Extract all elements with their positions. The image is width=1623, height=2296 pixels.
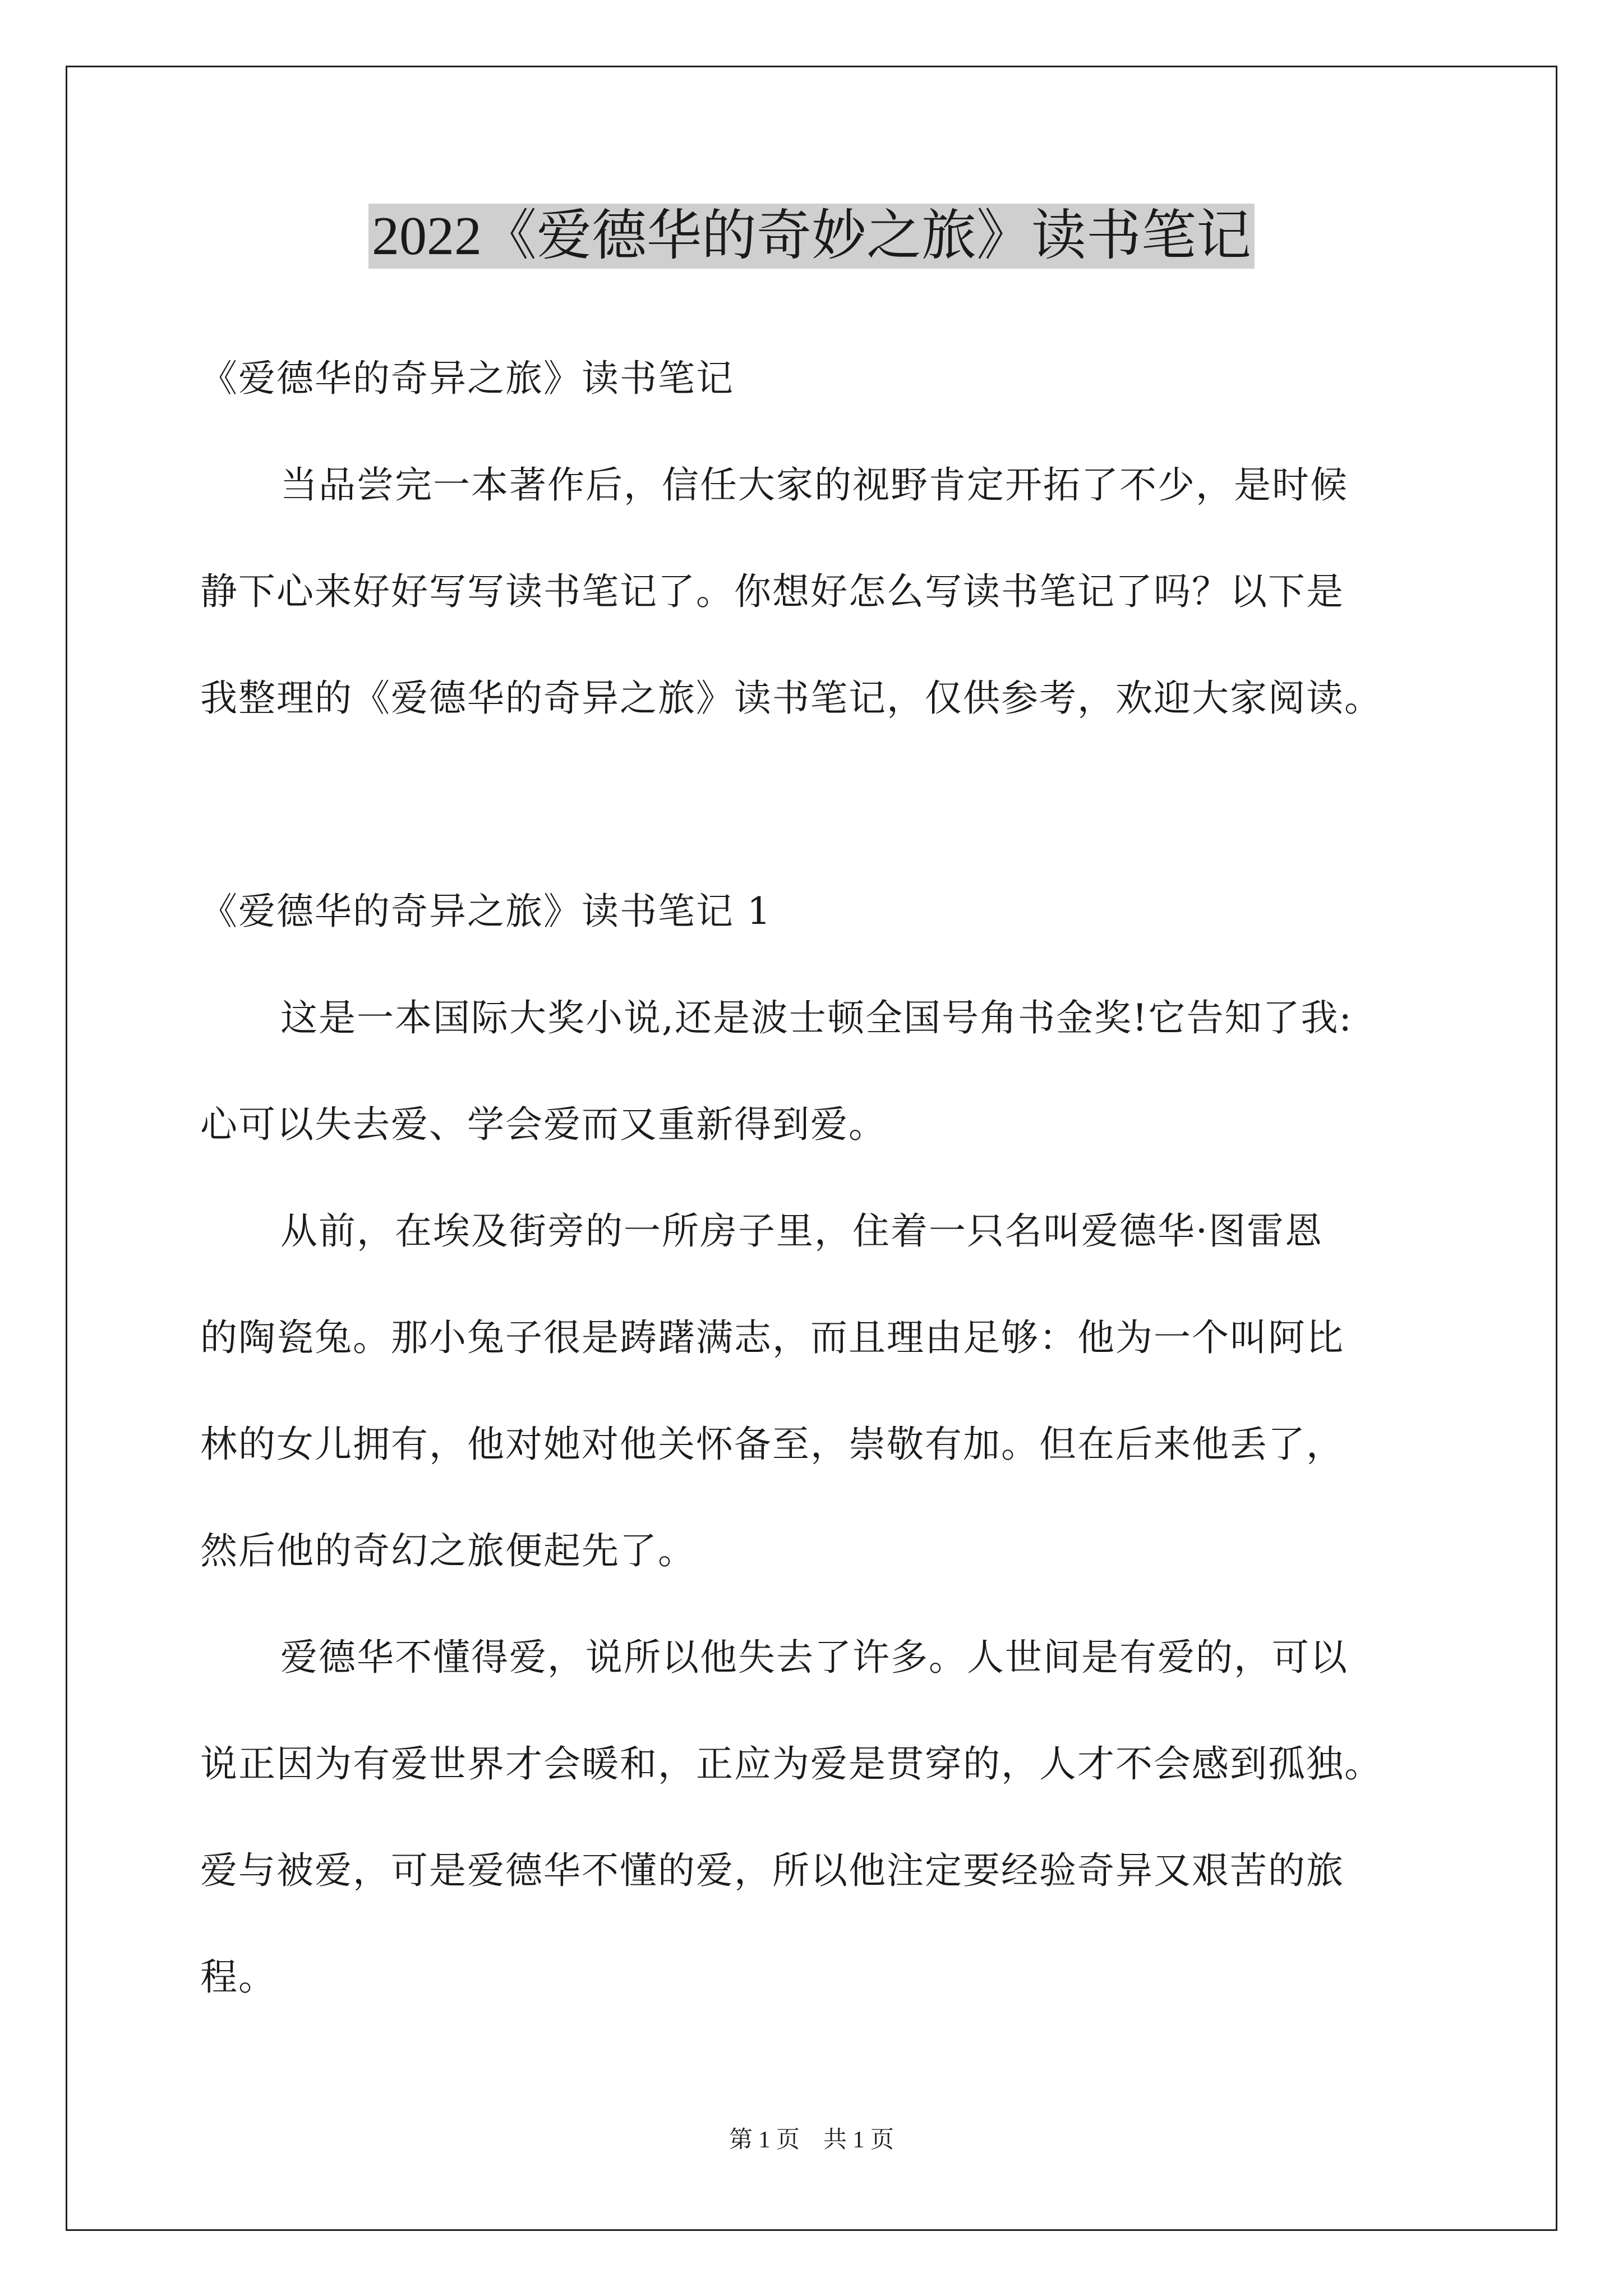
paragraph-line: 说正因为有爱世界才会暖和，正应为爱是贯穿的，人才不会感到孤独。	[200, 1742, 1382, 1786]
paragraph-line: 爱与被爱，可是爱德华不懂的爱，所以他注定要经验奇异又艰苦的旅	[200, 1849, 1344, 1892]
document-title-text: 2022《爱德华的奇妙之旅》读书笔记	[368, 204, 1255, 269]
paragraph-line: 我整理的《爱德华的奇异之旅》读书笔记，仅供参考，欢迎大家阅读。	[200, 677, 1382, 720]
paragraph-line: 爱德华不懂得爱，说所以他失去了许多。人世间是有爱的，可以	[280, 1636, 1348, 1679]
paragraph-line: 林的女儿拥有，他对她对他关怀备至，崇敬有加。但在后来他丢了，	[200, 1423, 1344, 1466]
paragraph-line: 当品尝完一本著作后，信任大家的视野肯定开拓了不少，是时候	[280, 463, 1348, 507]
section-heading: 《爱德华的奇异之旅》读书笔记	[200, 357, 734, 400]
paragraph-line: 的陶瓷兔。那小兔子很是踌躇满志，而且理由足够：他为一个叫阿比	[200, 1316, 1344, 1359]
paragraph-line: 这是一本国际大奖小说,还是波士顿全国号角书金奖!它告知了我:	[280, 996, 1353, 1039]
paragraph-line: 静下心来好好写写读书笔记了。你想好怎么写读书笔记了吗？以下是	[200, 570, 1344, 613]
paragraph-line: 从前，在埃及街旁的一所房子里，住着一只名叫爱德华·图雷恩	[280, 1209, 1323, 1253]
page-footer: 第 1 页 共 1 页	[728, 2127, 894, 2153]
paragraph-line: 心可以失去爱、学会爱而又重新得到爱。	[200, 1103, 887, 1146]
section-heading: 《爱德华的奇异之旅》读书笔记 1	[200, 890, 772, 933]
paragraph-line: 程。	[200, 1955, 276, 1999]
document-title	[0, 194, 1623, 278]
paragraph-line: 然后他的奇幻之旅便起先了。	[200, 1529, 696, 1572]
